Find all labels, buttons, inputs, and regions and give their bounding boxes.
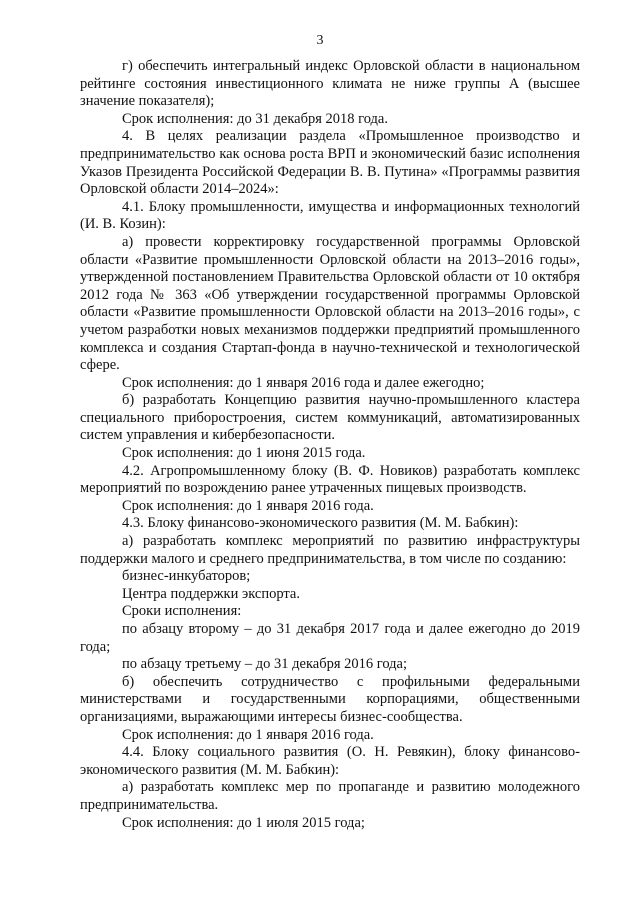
- paragraph: по абзацу второму – до 31 декабря 2017 года и далее ежегодно до 2019 года;: [80, 621, 580, 655]
- paragraph: бизнес-инкубаторов;: [122, 568, 251, 585]
- paragraph: Срок исполнения: до 1 января 2016 года.: [122, 497, 374, 514]
- paragraph: Срок исполнения: до 1 января 2016 года и далее ежегодно;: [122, 374, 485, 391]
- paragraph: а) разработать комплекс мер по пропаганде и развитию молодежного предпринимательства.: [80, 779, 580, 813]
- paragraph: Срок исполнения: до 1 января 2016 года.: [122, 726, 374, 743]
- paragraph: 4.4. Блоку социального развития (О. Н. Ревякин), блоку финансово-экономического развития (М. М. Бабкин):: [80, 744, 580, 778]
- paragraph: Срок исполнения: до 1 июня 2015 года.: [122, 445, 366, 462]
- paragraph: Центра поддержки экспорта.: [122, 585, 300, 602]
- paragraph: а) разработать комплекс мероприятий по развитию инфраструктуры поддержки малого и среднего предпринимательства, в том числе по созданию:: [80, 533, 580, 567]
- document-body: [80, 58, 580, 832]
- page-number: 3: [316, 33, 324, 48]
- paragraph: 4. В целях реализации раздела «Промышленное производство и предпринимательство как основа роста ВРП и экономический базис исполнения Указов Президента Российской Федерации В. В. Путина» «Программы развития Орловской области 2014–2024»:: [80, 128, 580, 198]
- paragraph: г) обеспечить интегральный индекс Орловской области в национальном рейтинге состояния инвестиционного климата не ниже группы А (высшее значение показателя);: [80, 58, 580, 110]
- paragraph: б) разработать Концепцию развития научно-промышленного кластера специального приборостроения, систем коммуникаций, автоматизированных систем управления и кибербезопасности.: [80, 392, 580, 444]
- paragraph: Сроки исполнения:: [122, 603, 242, 620]
- paragraph: Срок исполнения: до 31 декабря 2018 года.: [122, 110, 388, 127]
- paragraph: а) провести корректировку государственной программы Орловской области «Развитие промышленности Орловской области на 2013–2016 годы», утвержденной постановлением Правительства Орловской области от 10 октября 2012 года № 363 «Об утверждении государственной программы Орловской области «Развитие промышленности Орловской области на 2013–2016 годы», с учетом разработки новых механизмов поддержки предприятий промышленного комплекса и создания Стартап-фонда в научно-технической и технологической сфере.: [80, 233, 580, 374]
- paragraph: 4.2. Агропромышленному блоку (В. Ф. Новиков) разработать комплекс мероприятий по возрождению ранее утраченных пищевых производств.: [80, 462, 580, 497]
- paragraph: по абзацу третьему – до 31 декабря 2016 года;: [122, 656, 408, 673]
- paragraph: 4.1. Блоку промышленности, имущества и информационных технологий (И. В. Козин):: [80, 198, 580, 233]
- paragraph: Срок исполнения: до 1 июля 2015 года;: [122, 814, 365, 831]
- paragraph: 4.3. Блоку финансово-экономического развития (М. М. Бабкин):: [122, 515, 519, 532]
- paragraph: б) обеспечить сотрудничество с профильными федеральными министерствами и государственными корпорациями, общественными организациями, выражающими интересы бизнес-сообщества.: [80, 673, 580, 725]
